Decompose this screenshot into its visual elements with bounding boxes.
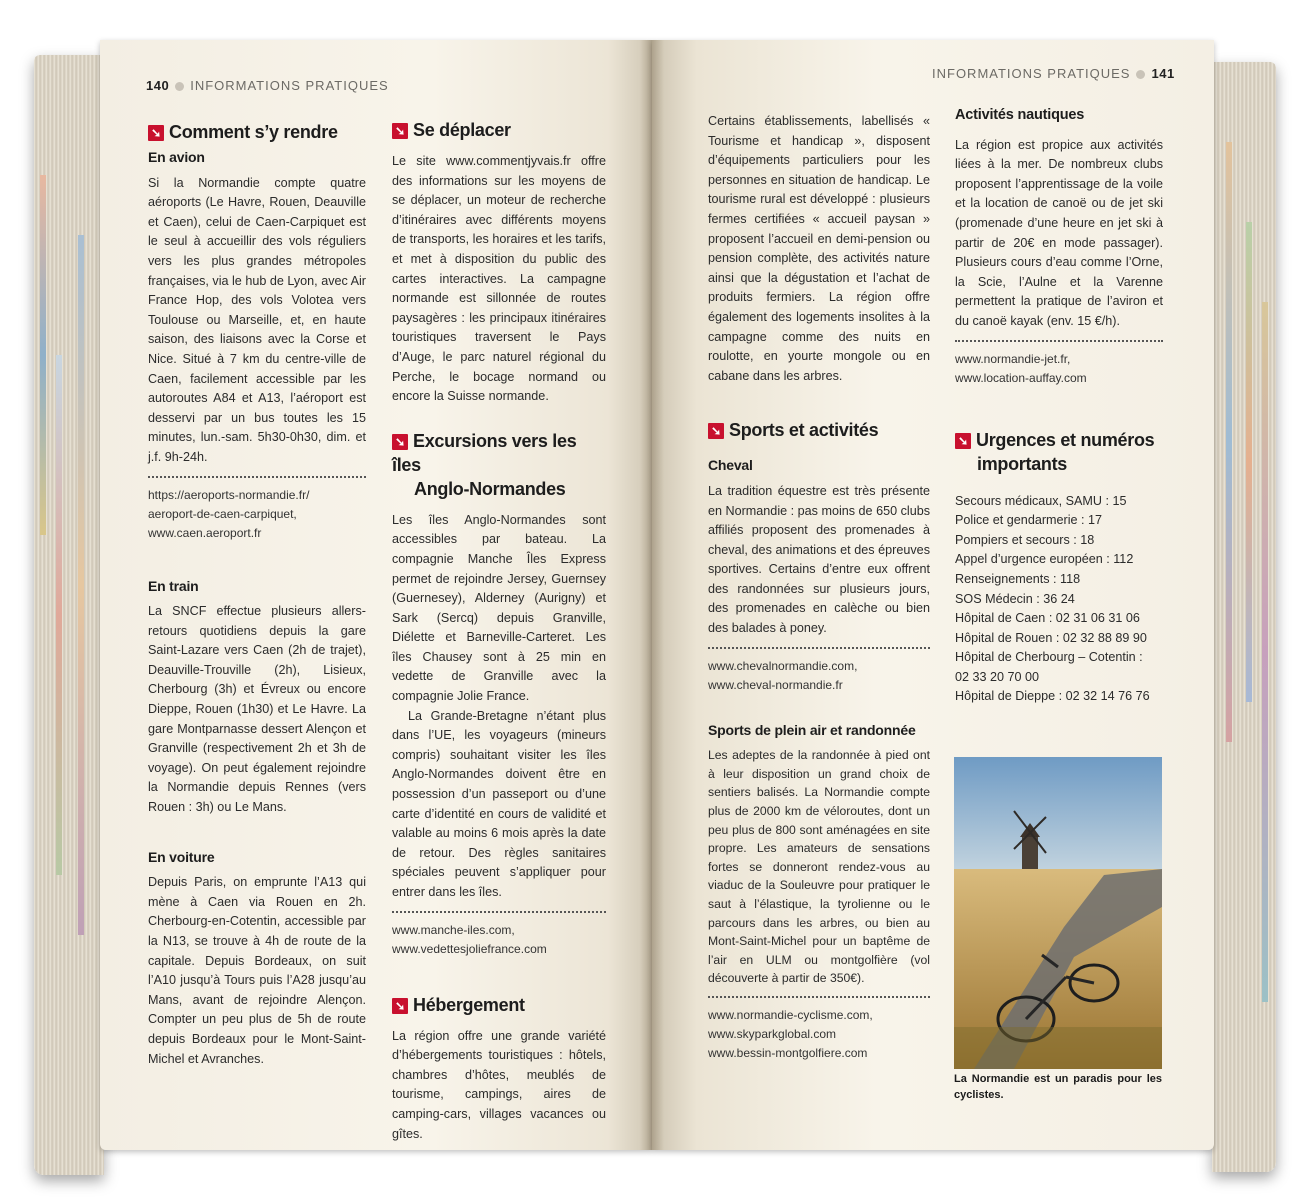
list-item: Hôpital de Caen : 02 31 06 31 06 xyxy=(955,611,1140,626)
running-title: INFORMATIONS PRATIQUES xyxy=(932,66,1131,81)
arrow-square-icon: ➘ xyxy=(955,433,971,449)
right-column-2 xyxy=(955,106,1163,707)
section-heading: ➘ Sports et activités xyxy=(708,418,930,442)
right-column-1 xyxy=(708,112,930,1063)
list-item: Secours médicaux, SAMU : 15 xyxy=(955,493,1127,508)
links-block xyxy=(708,657,930,695)
web-link[interactable]: www.manche-iles.com, xyxy=(392,922,515,937)
paragraph: Si la Normandie compte quatre aéroports (Le Havre, Rouen, Deauville et Caen), celui de Caen-Carpiquet est le seul à accueillir des vols réguliers vers les plus grandes métropoles françaises, via le hub de Lyon, avec Air France Hop, des vols Volotea vers Toulouse ou Marseille, et, en haute saison, des liaisons avec la Corse et Nice. Situé à 7 km du centre-ville de Caen, facilement accessible par les autoroutes A84 et A13, l’aéroport est desservi par un bus toutes les 15 minutes, lun.-sam. 5h30-0h30, dim. et j.f. 9h-24h. xyxy=(148,175,366,464)
paragraph: Certains établissements, labellisés « Tourisme et handicap », disposent d’équipements particuliers pour les personnes en situation de handicap. Le tourisme rural est développé : plusieurs fermes certifiées « accueil paysan » proposent l’accueil en demi-pension ou pension complète, des activités nature ainsi que la dégustation et l’achat de produits fermiers. La région offre également des logements insolites à la campagne comme des nuits en roulotte, en yourte mongole ou en cabane dans les arbres. xyxy=(708,114,930,383)
web-link[interactable]: www.normandie-jet.fr, xyxy=(955,351,1071,366)
right-page-edges xyxy=(1212,62,1276,1172)
arrow-square-icon: ➘ xyxy=(392,123,408,139)
book-gutter xyxy=(640,40,664,1150)
links-block xyxy=(392,921,606,959)
dotted-divider xyxy=(708,647,930,649)
paragraph: Depuis Paris, on emprunte l’A13 qui mène à Caen via Rouen en 2h. Cherbourg-en-Cotentin, accessible par la N13, se trouve à 4h de route de la capitale. Depuis Bordeaux, on suit l’A10 jusqu’à Tours puis l’A28 jusqu’au Mans, avant de rejoindre Alençon. Compter un peu plus de 5h de route depuis Bordeaux pour le Mont-Saint-Michel et Avranches. xyxy=(148,875,366,1066)
list-item: Renseignements : 118 xyxy=(955,571,1081,586)
web-link[interactable]: www.bessin-montgolfiere.com xyxy=(708,1045,868,1060)
subheading: En voiture xyxy=(148,848,215,865)
left-column-1 xyxy=(148,120,366,1069)
windmill-bicycle-photo xyxy=(954,757,1162,1069)
subheading: En avion xyxy=(148,149,205,165)
links-block xyxy=(708,1006,930,1063)
arrow-square-icon: ➘ xyxy=(708,423,724,439)
web-link[interactable]: https://aeroports-normandie.fr/ xyxy=(148,487,310,502)
paragraph: Les adeptes de la randonnée à pied ont à leur disposition un grand choix de sentiers balisés. La Normandie compte plus de 2000 km de véloroutes, dont un peu plus de 800 sont aménagées en site propre. Les amateurs de sensations fortes se donneront rendez-vous au viaduc de la Souleuvre pour pratiquer le saut à l’élastique, la tyrolienne ou le parcours dans les arbres, ou bien au Mont-Saint-Michel pour un baptême de l’air en ULM ou montgolfière (vol découverte à partir de 350€). xyxy=(708,748,930,986)
links-block xyxy=(955,350,1163,388)
web-link[interactable]: www.cheval-normandie.fr xyxy=(708,677,843,692)
section-heading: ➘ Comment s’y rendre xyxy=(148,120,366,144)
web-link[interactable]: www.vedettesjoliefrance.com xyxy=(392,941,547,956)
bullet-dot-icon xyxy=(1136,70,1145,79)
arrow-square-icon: ➘ xyxy=(392,434,408,450)
paragraph: Les îles Anglo-Normandes sont accessibles par bateau. La compagnie Manche Îles Express permet de rejoindre Jersey, Guernsey (Guernesey), Alderney (Aurigny) et Sark (Sercq) depuis Granville, Diélette et Barneville-Carteret. Les îles Chausey sont à 25 min en vedette de Granville avec la compagnie Jolie France. xyxy=(392,512,606,704)
list-item: Police et gendarmerie : 17 xyxy=(955,513,1103,528)
section-heading: ➘ Hébergement xyxy=(392,993,606,1017)
subheading: Sports de plein air et randonnée xyxy=(708,721,916,738)
subheading: Cheval xyxy=(708,457,753,474)
web-link[interactable]: www.normandie-cyclisme.com, xyxy=(708,1007,873,1022)
paragraph: La région est propice aux activités liées à la mer. De nombreux clubs proposent l’apprentissage de la voile et la location de canoë ou de jet ski (promenade d’une heure en jet ski à partir de 20€ en mode passager). Plusieurs cours d’eau comme l’Orne, la Scie, l’Aulne et la Varenne permettent la pratique de l’aviron et du canoë kayak (env. 15 €/h). xyxy=(955,137,1163,328)
list-item: Hôpital de Rouen : 02 32 88 89 90 xyxy=(955,630,1147,645)
arrow-square-icon: ➘ xyxy=(392,998,408,1014)
paragraph: La Grande-Bretagne n’étant plus dans l’UE, les voyageurs (mineurs compris) souhaitant visiter les îles Anglo-Normandes doivent être en possession d’un passeport ou d’une carte d’identité en cours de validité et valable au moins 6 mois après la date de retour. Des règles sanitaires spéciales peuvent s’appliquer pour entrer dans les îles. xyxy=(392,708,606,899)
paragraph: Le site www.commentjyvais.fr offre des informations sur les moyens de se déplacer, un moteur de recherche d’itinéraires avec différents moyens de transports, les horaires et les tarifs, et met à disposition du public des cartes interactives. La campagne normande est sillonnée de routes paysagères : les principaux itinéraires touristiques traversent le Pays d’Auge, le parc naturel régional du Perche, le bocage normand ou encore la Suisse normande. xyxy=(392,154,606,404)
section-heading: ➘ Se déplacer xyxy=(392,118,606,142)
section-heading: ➘ Urgences et numéros importants xyxy=(955,428,1163,476)
section-heading: ➘ Excursions vers les îles Anglo-Normandes xyxy=(392,430,577,499)
arrow-square-icon: ➘ xyxy=(148,125,164,141)
left-folio xyxy=(146,78,389,93)
bullet-dot-icon xyxy=(175,82,184,91)
left-column-2 xyxy=(392,118,606,1144)
web-link[interactable]: www.skyparkglobal.com xyxy=(708,1026,837,1041)
dotted-divider xyxy=(708,996,930,998)
list-item: SOS Médecin : 36 24 xyxy=(955,591,1075,606)
dotted-divider xyxy=(955,340,1163,342)
paragraph: La SNCF effectue plusieurs allers-retours quotidiens depuis la gare Saint-Lazare vers Caen (2h de trajet), Deauville-Trouville (2h), Lisieux, Cherbourg (3h) et Évreux ou encore Dieppe, Rouen (1h30) et Le Havre. La gare Montparnasse dessert Alençon et Granville (respectivement 2h et 3h de voyage). On peut également rejoindre la Normandie depuis Rennes (vers Rouen : 3h) ou Le Mans. xyxy=(148,604,366,815)
list-item: 02 33 20 70 00 xyxy=(955,669,1040,684)
web-link[interactable]: aeroport-de-caen-carpiquet, xyxy=(148,506,297,521)
web-link[interactable]: www.location-auffay.com xyxy=(955,370,1087,385)
emergency-list xyxy=(955,492,1163,708)
running-title: INFORMATIONS PRATIQUES xyxy=(190,78,389,93)
list-item: Pompiers et secours : 18 xyxy=(955,532,1095,547)
photo-illustration xyxy=(954,757,1162,1069)
list-item: Hôpital de Dieppe : 02 32 14 76 76 xyxy=(955,689,1150,704)
dotted-divider xyxy=(392,911,606,913)
paragraph: La région offre une grande variété d’hébergements touristiques : hôtels, chambres d’hôtes, meublés de tourisme, campings, aires de camping-cars, villages vacances ou gîtes. xyxy=(392,1028,606,1141)
dotted-divider xyxy=(148,476,366,478)
list-item: Appel d’urgence européen : 112 xyxy=(955,552,1134,567)
paragraph: La tradition équestre est très présente en Normandie : pas moins de 650 clubs affiliés proposent des promenades à cheval, des animations et des épreuves sportives. Certains d’entre eux offrent des randonnées sur plusieurs jours, des promenades en calèche ou bien des balades à poney. xyxy=(708,483,930,636)
web-link[interactable]: www.caen.aeroport.fr xyxy=(148,525,262,540)
page-number: 140 xyxy=(146,78,170,93)
left-page-edges xyxy=(34,55,104,1175)
photo-caption: La Normandie est un paradis pour les cyclistes. xyxy=(954,1073,1162,1101)
list-item: Hôpital de Cherbourg – Cotentin : xyxy=(955,650,1143,665)
subheading: En train xyxy=(148,577,199,594)
page-number: 141 xyxy=(1151,66,1175,81)
web-link[interactable]: www.chevalnormandie.com, xyxy=(708,658,858,673)
links-block xyxy=(148,486,366,543)
right-folio xyxy=(932,66,1175,81)
subheading: Activités nautiques xyxy=(955,107,1085,123)
